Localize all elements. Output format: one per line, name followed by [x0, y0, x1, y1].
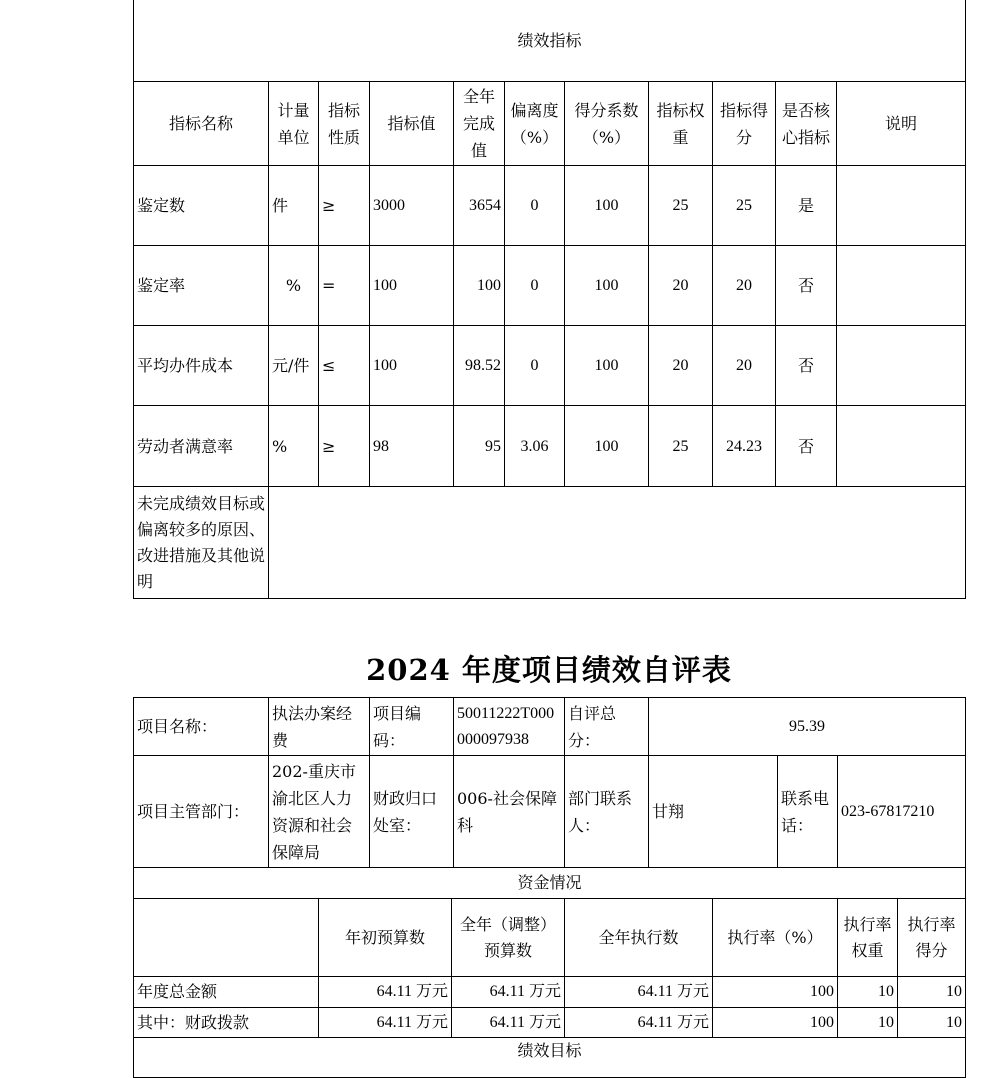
- table-row: [134, 1008, 966, 1038]
- goals-section-title: 绩效目标: [134, 1038, 966, 1078]
- funds-weight: 10: [838, 977, 898, 1008]
- indicator-deviation: 0: [505, 326, 565, 406]
- funds-rate: 100: [713, 1008, 838, 1038]
- indicator-name: 鉴定数: [134, 166, 269, 246]
- indicator-nature: =: [319, 246, 370, 326]
- indicator-core: 否: [776, 326, 837, 406]
- header-coefficient: 得分系数（%）: [565, 82, 649, 166]
- header-deviation: 偏离度（%）: [505, 82, 565, 166]
- phone-value: 023-67817210: [838, 756, 966, 868]
- indicator-unit: %: [269, 246, 319, 326]
- header-initial-budget: 年初预算数: [319, 899, 452, 977]
- indicator-weight: 20: [649, 326, 713, 406]
- funds-executed: 64.11 万元: [565, 977, 713, 1008]
- indicator-deviation: 0: [505, 166, 565, 246]
- indicator-score: 20: [713, 246, 776, 326]
- table-row: [134, 326, 966, 406]
- funds-initial: 64.11 万元: [319, 1008, 452, 1038]
- phone-label: 联系电话：: [778, 756, 838, 868]
- indicator-name: 平均办件成本: [134, 326, 269, 406]
- indicator-nature: ≥: [319, 406, 370, 487]
- indicator-deviation: 3.06: [505, 406, 565, 487]
- project-name-value: 执法办案经费: [269, 698, 370, 756]
- indicators-header-row: [134, 82, 966, 166]
- funds-executed: 64.11 万元: [565, 1008, 713, 1038]
- indicator-nature: ≥: [319, 166, 370, 246]
- header-rate-weight: 执行率权重: [838, 899, 898, 977]
- indicator-unit: %: [269, 406, 319, 487]
- header-weight: 指标权重: [649, 82, 713, 166]
- header-executed: 全年执行数: [565, 899, 713, 977]
- self-score-label: 自评总分：: [565, 698, 649, 756]
- project-info-table: [133, 697, 966, 868]
- performance-indicators-table: [133, 0, 966, 599]
- indicator-actual: 3654: [454, 166, 505, 246]
- header-nature: 指标性质: [319, 82, 370, 166]
- header-target: 指标值: [370, 82, 454, 166]
- indicator-weight: 25: [649, 166, 713, 246]
- funds-score: 10: [898, 977, 966, 1008]
- header-rate-score: 执行率得分: [898, 899, 966, 977]
- project-name-label: 项目名称：: [134, 698, 269, 756]
- indicator-coefficient: 100: [565, 166, 649, 246]
- indicator-core: 否: [776, 406, 837, 487]
- indicator-name: 鉴定率: [134, 246, 269, 326]
- indicator-target: 98: [370, 406, 454, 487]
- indicator-core: 是: [776, 166, 837, 246]
- funds-row-label: 其中：财政拨款: [134, 1008, 319, 1038]
- indicator-target: 100: [370, 326, 454, 406]
- form-title: 2024 年度项目绩效自评表: [366, 653, 732, 687]
- indicator-note: [837, 326, 966, 406]
- indicator-name: 劳动者满意率: [134, 406, 269, 487]
- header-actual: 全年完成值: [454, 82, 505, 166]
- table-row: [134, 246, 966, 326]
- remarks-row: [134, 487, 966, 599]
- dept-label: 项目主管部门：: [134, 756, 269, 868]
- funds-row-label: 年度总金额: [134, 977, 319, 1008]
- header-note: 说明: [837, 82, 966, 166]
- indicator-unit: 元/件: [269, 326, 319, 406]
- indicator-actual: 95: [454, 406, 505, 487]
- contact-value: 甘翔: [649, 756, 778, 868]
- funds-adjusted: 64.11 万元: [452, 1008, 565, 1038]
- funds-rate: 100: [713, 977, 838, 1008]
- indicator-target: 100: [370, 246, 454, 326]
- table-row: [134, 166, 966, 246]
- indicators-section-title: 绩效指标: [134, 0, 966, 82]
- indicator-core: 否: [776, 246, 837, 326]
- office-value: 006-社会保障科: [454, 756, 565, 868]
- indicator-nature: ≤: [319, 326, 370, 406]
- indicator-note: [837, 246, 966, 326]
- indicator-note: [837, 166, 966, 246]
- project-dept-row: [134, 756, 966, 868]
- header-indicator-name: 指标名称: [134, 82, 269, 166]
- indicator-score: 25: [713, 166, 776, 246]
- table-row: [134, 406, 966, 487]
- funds-adjusted: 64.11 万元: [452, 977, 565, 1008]
- indicator-target: 3000: [370, 166, 454, 246]
- header-adjusted-budget: 全年（调整）预算数: [452, 899, 565, 977]
- indicator-weight: 25: [649, 406, 713, 487]
- funds-header-blank: [134, 899, 319, 977]
- remarks-label: 未完成绩效目标或偏离较多的原因、改进措施及其他说明: [134, 487, 269, 599]
- indicator-note: [837, 406, 966, 487]
- office-label: 财政归口处室：: [370, 756, 454, 868]
- indicator-score: 20: [713, 326, 776, 406]
- dept-value: 202-重庆市渝北区人力资源和社会保障局: [269, 756, 370, 868]
- project-code-label: 项目编码：: [370, 698, 454, 756]
- remarks-value: [269, 487, 966, 599]
- funds-initial: 64.11 万元: [319, 977, 452, 1008]
- indicator-actual: 98.52: [454, 326, 505, 406]
- header-exec-rate: 执行率（%）: [713, 899, 838, 977]
- indicator-weight: 20: [649, 246, 713, 326]
- header-score: 指标得分: [713, 82, 776, 166]
- project-code-value: 50011222T000000097938: [454, 698, 565, 756]
- contact-label: 部门联系人：: [565, 756, 649, 868]
- header-unit: 计量单位: [269, 82, 319, 166]
- indicator-score: 24.23: [713, 406, 776, 487]
- funds-section-title: 资金情况: [134, 868, 966, 899]
- indicator-actual: 100: [454, 246, 505, 326]
- indicator-unit: 件: [269, 166, 319, 246]
- funds-header-row: [134, 899, 966, 977]
- indicator-coefficient: 100: [565, 246, 649, 326]
- header-core: 是否核心指标: [776, 82, 837, 166]
- funds-table: [133, 867, 966, 1078]
- funds-score: 10: [898, 1008, 966, 1038]
- funds-weight: 10: [838, 1008, 898, 1038]
- project-name-row: [134, 698, 966, 756]
- indicator-coefficient: 100: [565, 406, 649, 487]
- table-row: [134, 977, 966, 1008]
- indicator-coefficient: 100: [565, 326, 649, 406]
- self-score-value: 95.39: [649, 698, 966, 756]
- indicator-deviation: 0: [505, 246, 565, 326]
